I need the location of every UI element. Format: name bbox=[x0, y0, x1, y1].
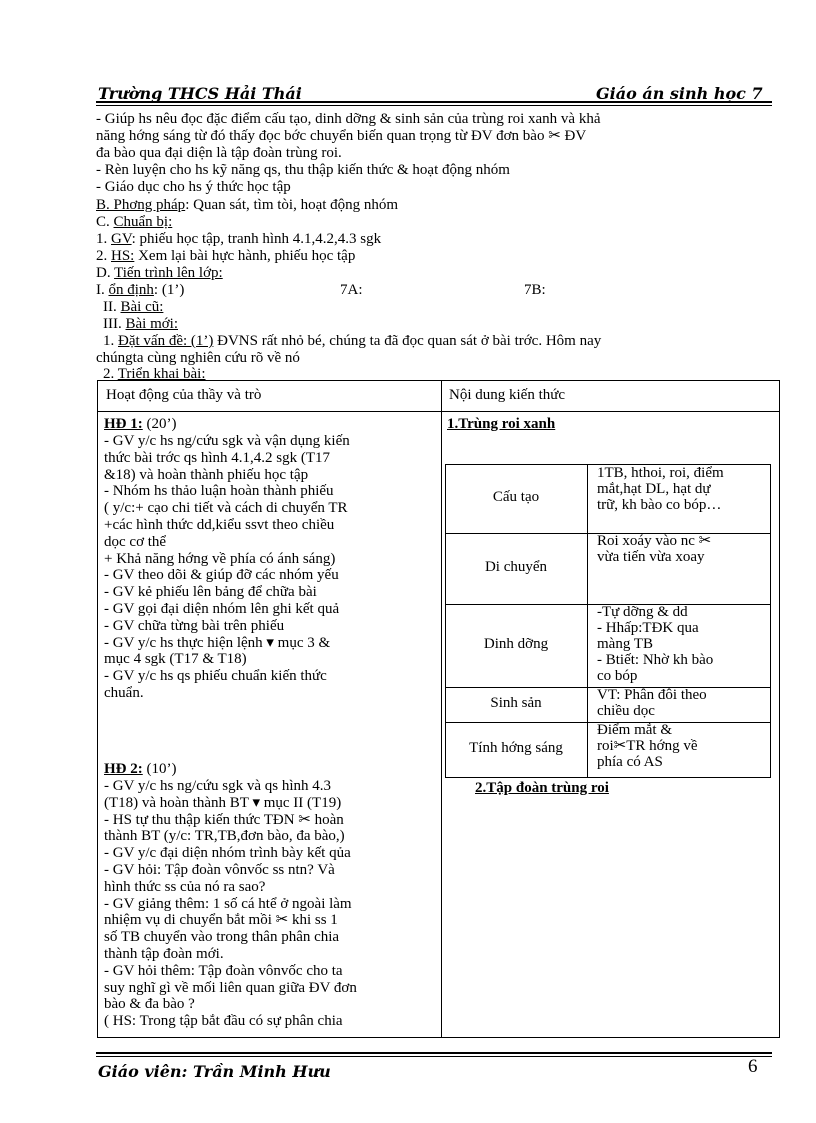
method-text: : Quan sát, tìm tòi, hoạt động nhóm bbox=[185, 197, 399, 213]
hd2-line: nhiệm vụ di chuyển bắt mồi ✂ khi ss 1 bbox=[104, 912, 338, 929]
inner-row-label: Di chuyển bbox=[484, 558, 548, 575]
prep-heading: Chuẩn bị: bbox=[113, 214, 173, 230]
hd2-line: thành tập đoàn mới. bbox=[104, 946, 224, 962]
hd1-time: (20’) bbox=[142, 416, 177, 432]
hd1-line: + Khả năng hớng về phía có ánh sáng) bbox=[104, 550, 336, 567]
class-b: 7B: bbox=[524, 282, 546, 298]
hd2-heading bbox=[104, 762, 177, 777]
on-dinh-prefix: I. bbox=[96, 282, 109, 298]
hd1-line: - GV y/c hs thực hiện lệnh ▾ mục 3 & bbox=[104, 634, 331, 651]
dat-van-de-line bbox=[103, 333, 793, 349]
prep-prefix: C. bbox=[96, 214, 114, 230]
intro-line-4: - Rèn luyện cho hs kỹ năng qs, thu thập kiến thức & hoạt động nhóm bbox=[96, 162, 510, 178]
bai-moi-prefix: III. bbox=[103, 316, 126, 332]
bai-moi-label: Bài mới: bbox=[125, 316, 179, 332]
header-rule-thin bbox=[96, 105, 772, 106]
hd1-line: - GV theo dõi & giúp đỡ các nhóm yếu bbox=[104, 567, 339, 584]
inner-row-value: vừa tiến vừa xoay bbox=[597, 549, 705, 565]
dat-van-de-text: ĐVNS rất nhỏ bé, chúng ta đã đọc quan sát ở bài trớc. Hôm nay bbox=[213, 333, 602, 349]
method-label: B. Phơng pháp bbox=[96, 197, 186, 213]
table-header-activities: Hoạt động của thầy và trò bbox=[106, 387, 262, 403]
process-prefix: D. bbox=[96, 265, 115, 281]
inner-row-value: Roi xoáy vào nc ✂ bbox=[597, 533, 712, 549]
method-line bbox=[96, 197, 786, 213]
inner-row-value: phía có AS bbox=[597, 754, 663, 770]
bai-cu-line bbox=[103, 299, 793, 315]
hd1-line: - GV y/c hs qs phiếu chuẩn kiến thức bbox=[104, 668, 327, 685]
hd1-line: - GV kẻ phiếu lên bảng để chữa bài bbox=[104, 584, 317, 601]
hd1-line: mục 4 sgk (T17 & T18) bbox=[104, 651, 247, 668]
hd2-line: - GV hỏi thêm: Tập đoàn vônvốc cho ta bbox=[104, 962, 343, 979]
hd2-line: - GV y/c hs ng/cứu sgk và qs hình 4.3 bbox=[104, 778, 332, 794]
on-dinh-line bbox=[96, 282, 786, 298]
trien-khai-prefix: 2. bbox=[103, 366, 118, 382]
table-header-content: Nội dung kiến thức bbox=[449, 387, 566, 403]
class-a: 7A: bbox=[340, 282, 363, 298]
section-tap-doan: 2.Tập đoàn trùng roi bbox=[475, 780, 609, 796]
prep-hs-line: 2. HS: Xem lại bài hực hành, phiếu học tập bbox=[96, 248, 356, 264]
intro-line-5: - Giáo dục cho hs ý thức học tập bbox=[96, 179, 291, 195]
hd2-line: số TB chuyển vào trong thân phân chia bbox=[104, 929, 340, 946]
footer-rule-thin bbox=[96, 1056, 772, 1057]
inner-row-value: chiều dọc bbox=[597, 703, 655, 719]
inner-row-value: co bóp bbox=[597, 668, 638, 684]
header-subject: Giáo án sinh học 7 bbox=[596, 84, 763, 103]
hd1-line: - GV chữa từng bài trên phiếu bbox=[104, 617, 285, 634]
page-number: 6 bbox=[748, 1056, 758, 1077]
intro-line-1: - Giúp hs nêu đọc đặc điểm cấu tạo, dinh dỡng & sinh sản của trùng roi xanh và khả bbox=[96, 111, 601, 127]
hd2-line: hình thức ss của nó ra sao? bbox=[104, 878, 266, 895]
bai-cu-label: Bài cũ: bbox=[120, 299, 164, 315]
prep-hs-text: Xem lại bài hực hành, phiếu học tập bbox=[134, 248, 356, 264]
inner-row-value: - Btiết: Nhờ kh bào bbox=[597, 652, 714, 668]
hd2-line: suy nghĩ gì về mối liên quan giữa ĐV đơn bbox=[104, 979, 357, 996]
intro-line-3: đa bào qua đại diện là tập đoàn trùng roi. bbox=[96, 145, 342, 161]
hd1-title: HĐ 1: bbox=[104, 416, 143, 432]
footer-teacher: Giáo viên: Trần Minh Hưu bbox=[98, 1062, 331, 1081]
prep-gv-line: 1. GV: phiếu học tập, tranh hình 4.1,4.2,4.3 sgk bbox=[96, 231, 382, 247]
inner-column-divider bbox=[587, 465, 588, 777]
trien-khai-label: Triển khai bài: bbox=[117, 366, 206, 382]
inner-row-value: -Tự dỡng & dd bbox=[597, 604, 688, 620]
inner-row-label: Dinh dỡng bbox=[483, 635, 549, 652]
inner-row-value: VT: Phân đôi theo bbox=[597, 687, 707, 703]
inner-row-value: trữ, kh bào co bóp… bbox=[597, 497, 722, 513]
inner-row-label: Tính hớng sáng bbox=[469, 739, 563, 756]
hd1-line: ( y/c:+ cạo chi tiết và cách di chuyển TR bbox=[104, 500, 348, 517]
hd1-line: +các hình thức dd,kiểu ssvt theo chiều bbox=[104, 517, 335, 533]
process-heading: Tiến trình lên lớp: bbox=[114, 265, 223, 281]
inner-row-value: Điểm mắt & bbox=[597, 722, 672, 738]
inner-row-value: mắt,hạt DL, hạt dự bbox=[597, 481, 711, 497]
dat-van-de-label: Đặt vấn đề: (1’) bbox=[118, 333, 214, 349]
header-school: Trường THCS Hải Thái bbox=[98, 84, 302, 103]
hd1-line: dọc cơ thể bbox=[104, 533, 167, 550]
table-header-divider bbox=[98, 411, 779, 412]
hd2-line: bào & đa bào ? bbox=[104, 996, 195, 1013]
dat-van-de-prefix: 1. bbox=[103, 333, 118, 349]
intro-line-2: năng hớng sáng từ đó thấy đọc bớc chuyển biến quan trọng từ ĐV đơn bào ✂ ĐV bbox=[96, 128, 587, 144]
hd2-line: - HS tự thu thập kiến thức TĐN ✂ hoàn bbox=[104, 811, 344, 828]
hd2-line: thành BT (y/c: TR,TB,đơn bào, đa bào,) bbox=[104, 828, 345, 845]
bai-moi-line bbox=[103, 316, 793, 332]
inner-row-value: 1TB, hthoi, roi, điểm bbox=[597, 465, 724, 481]
hd2-title: HĐ 2: bbox=[104, 761, 143, 777]
dat-van-de-line-2: chúngta cùng nghiên cứu rõ về nó bbox=[96, 350, 300, 366]
hd2-line: (T18) và hoàn thành BT ▾ mục II (T19) bbox=[104, 794, 342, 811]
section-trung-roi-xanh: 1.Trùng roi xanh bbox=[447, 416, 556, 432]
hd1-line: chuẩn. bbox=[104, 685, 144, 701]
inner-row-value: - Hhấp:TĐK qua bbox=[597, 620, 699, 636]
hd2-line: - GV y/c đại diện nhóm trình bày kết qủa bbox=[104, 845, 351, 862]
hd1-line: - GV y/c hs ng/cứu sgk và vận dụng kiến bbox=[104, 433, 350, 449]
on-dinh-label: ổn định bbox=[108, 282, 154, 298]
prep-hs-label: HS: bbox=[111, 248, 135, 264]
inner-row-value: màng TB bbox=[597, 636, 653, 652]
hd1-line: - Nhóm hs thảo luận hoàn thành phiếu bbox=[104, 483, 334, 500]
hd2-line: ( HS: Trong tập bắt đầu có sự phân chia bbox=[104, 1013, 343, 1030]
inner-row-value: roi✂TR hớng về bbox=[597, 738, 698, 754]
prep-gv-label: GV bbox=[111, 231, 132, 247]
hd1-line: &18) và hoàn thành phiếu học tập bbox=[104, 466, 309, 483]
hd2-time: (10’) bbox=[142, 761, 177, 777]
hd1-line: thức bài trớc qs hình 4.1,4.2 sgk (T17 bbox=[104, 449, 331, 466]
table-column-divider bbox=[441, 381, 442, 1037]
hd1-heading bbox=[104, 417, 177, 432]
hd1-line: - GV gọi đại diện nhóm lên ghi kết quả bbox=[104, 601, 340, 617]
inner-row-label: Sinh sản bbox=[490, 694, 542, 711]
hd2-line: - GV hỏi: Tập đoàn vônvốc ss ntn? Và bbox=[104, 862, 335, 878]
prep-heading-line bbox=[96, 214, 786, 230]
bai-cu-prefix: II. bbox=[103, 299, 121, 315]
footer-rule bbox=[96, 1052, 772, 1054]
process-heading-line bbox=[96, 265, 786, 281]
header-rule bbox=[96, 101, 772, 103]
hd2-line: - GV giảng thêm: 1 số cá htể ở ngoài làm bbox=[104, 895, 352, 912]
inner-row-label: Cấu tạo bbox=[492, 489, 540, 505]
on-dinh-time: : (1’) bbox=[153, 282, 185, 298]
prep-gv-text: : phiếu học tập, tranh hình 4.1,4.2,4.3 sgk bbox=[131, 231, 382, 247]
